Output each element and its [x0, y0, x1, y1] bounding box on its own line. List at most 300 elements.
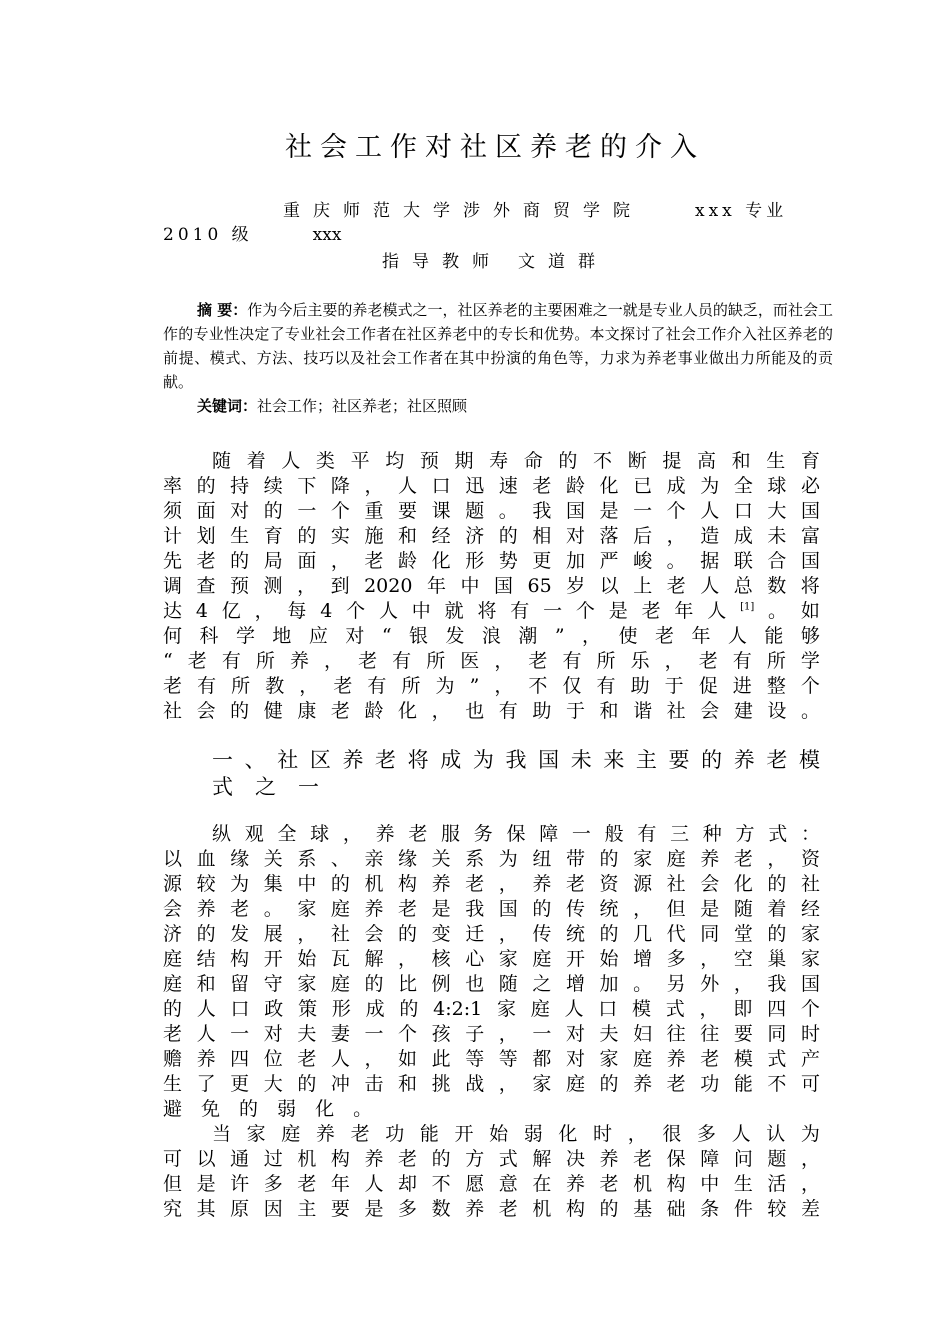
text-glyph: 赡	[163, 1048, 183, 1070]
text-glyph: 可	[163, 1148, 183, 1170]
text-glyph: ，	[627, 1123, 647, 1145]
text-glyph: 老	[599, 1173, 619, 1195]
heading-glyph: 模	[798, 748, 820, 772]
text-glyph: 模	[733, 1048, 753, 1070]
text-glyph: 往	[700, 1023, 720, 1045]
text-glyph: 统	[565, 923, 585, 945]
text-glyph: 口	[230, 998, 250, 1020]
text-glyph: 类	[315, 450, 335, 472]
text-glyph: 时	[800, 1023, 820, 1045]
text-glyph: 人	[731, 1123, 751, 1145]
text-glyph: 三	[670, 823, 690, 845]
text-glyph: 的	[431, 1148, 451, 1170]
text-glyph: 育	[263, 525, 283, 547]
text-glyph: 机	[364, 873, 384, 895]
text-glyph: 意	[498, 1173, 518, 1195]
text-glyph: 成	[733, 525, 753, 547]
keywords-text: 社会工作；社区养老；社区照顾	[257, 397, 468, 415]
text-line	[163, 997, 820, 1022]
text-line	[163, 499, 820, 524]
text-glyph: 老	[297, 1048, 317, 1070]
text-glyph: 济	[465, 525, 485, 547]
text-line	[163, 574, 820, 599]
text-glyph: 不	[593, 450, 613, 472]
text-glyph: 国	[800, 550, 820, 572]
text-glyph: 是	[364, 1198, 384, 1220]
text-glyph: ，	[494, 650, 514, 672]
text-glyph: 保	[506, 823, 526, 845]
text-glyph: 重	[364, 500, 384, 522]
text-glyph: ，	[700, 948, 720, 970]
text-glyph: 浪	[481, 625, 501, 647]
text-glyph: 庭	[163, 973, 183, 995]
text-glyph: 老	[364, 550, 384, 572]
text-glyph: 等	[498, 1048, 518, 1070]
text-glyph: 更	[532, 550, 552, 572]
text-glyph: 进	[732, 675, 752, 697]
text-glyph: 有	[510, 600, 530, 622]
text-glyph: 家	[297, 898, 317, 920]
text-glyph: 但	[666, 898, 686, 920]
text-glyph: 保	[666, 1148, 686, 1170]
text-glyph: 应	[308, 625, 328, 647]
text-glyph: 对	[230, 500, 250, 522]
text-glyph: 已	[633, 475, 653, 497]
text-glyph: 庭	[530, 998, 550, 1020]
text-glyph: 一	[297, 500, 317, 522]
text-glyph: 障	[539, 823, 559, 845]
text-glyph: 社	[163, 700, 183, 722]
text-glyph: 为	[700, 475, 720, 497]
text-glyph: 会	[364, 923, 384, 945]
text-glyph: 人	[281, 450, 301, 472]
text-line	[212, 1122, 820, 1147]
text-glyph: 富	[800, 525, 820, 547]
text-glyph: 以	[163, 848, 183, 870]
text-glyph: 血	[196, 848, 216, 870]
text-glyph: 资	[599, 873, 619, 895]
text-glyph: 守	[263, 973, 283, 995]
text-glyph: 随	[212, 450, 232, 472]
text-glyph: 老	[398, 1148, 418, 1170]
text-line	[163, 897, 820, 922]
text-glyph: 另	[666, 973, 686, 995]
text-glyph: 老	[700, 1048, 720, 1070]
text-glyph: 我	[465, 898, 485, 920]
text-glyph: 要	[398, 500, 418, 522]
text-glyph: 人	[364, 1173, 384, 1195]
text-glyph: 老	[633, 1148, 653, 1170]
text-glyph: 。	[263, 898, 283, 920]
text-line	[163, 1072, 820, 1097]
text-line	[163, 699, 820, 724]
text-glyph: 老	[297, 1173, 317, 1195]
text-glyph: 加	[565, 550, 585, 572]
text-glyph: 科	[199, 625, 219, 647]
text-glyph: 纵	[212, 823, 232, 845]
text-glyph: 合	[767, 550, 787, 572]
text-glyph: 人	[564, 998, 584, 1020]
text-glyph: 口	[733, 500, 753, 522]
text-glyph: 发	[445, 625, 465, 647]
text-glyph: 的	[163, 998, 183, 1020]
text-glyph: 的	[767, 873, 787, 895]
text-glyph: 社	[800, 873, 820, 895]
text-glyph: 个	[666, 500, 686, 522]
text-glyph: 主	[297, 1198, 317, 1220]
text-glyph: 岁	[566, 575, 586, 597]
text-glyph: 何	[163, 625, 183, 647]
text-glyph: 有	[562, 650, 582, 672]
text-glyph: 数	[431, 1198, 451, 1220]
text-glyph: 的	[498, 525, 518, 547]
text-glyph: 过	[263, 1148, 283, 1170]
text-glyph: 般	[604, 823, 624, 845]
text-glyph: 不	[767, 1073, 787, 1095]
text-glyph: ，	[582, 625, 602, 647]
text-glyph: 查	[196, 575, 216, 597]
text-glyph: 平	[350, 450, 370, 472]
text-glyph: 构	[666, 1173, 686, 1195]
text-glyph: 开	[454, 1123, 474, 1145]
text-glyph: 的	[599, 848, 619, 870]
text-glyph: 医	[460, 650, 480, 672]
text-glyph: 几	[633, 923, 653, 945]
text-glyph: 济	[163, 923, 183, 945]
text-glyph: 续	[263, 475, 283, 497]
text-glyph: 于	[664, 675, 684, 697]
text-glyph: ，	[733, 973, 753, 995]
heading-line	[212, 774, 820, 801]
text-glyph: 和	[599, 700, 619, 722]
text-glyph: 式	[768, 823, 788, 845]
text-glyph: 亿	[221, 600, 241, 622]
text-glyph: 战	[465, 1073, 485, 1095]
text-glyph: 局	[263, 550, 283, 572]
text-glyph: 能	[733, 1073, 753, 1095]
text-glyph: 形	[331, 998, 351, 1020]
text-glyph: 所	[426, 650, 446, 672]
heading-glyph: 一	[212, 748, 233, 772]
text-glyph: 个	[330, 500, 350, 522]
text-glyph: 社	[666, 700, 686, 722]
text-glyph: 和	[398, 1073, 418, 1095]
text-glyph: 当	[212, 1123, 232, 1145]
text-glyph: 机	[297, 1148, 317, 1170]
text-glyph: 例	[431, 973, 451, 995]
text-glyph: 势	[498, 550, 518, 572]
text-glyph: ：	[800, 823, 820, 845]
text-glyph: 基	[633, 1198, 653, 1220]
text-glyph: 年	[330, 1173, 350, 1195]
text-glyph: 够	[800, 625, 820, 647]
heading-glyph: 的	[701, 748, 723, 772]
heading-glyph: 成	[440, 748, 462, 772]
text-glyph: 比	[398, 973, 418, 995]
text-glyph: 使	[618, 625, 638, 647]
text-glyph: 于	[565, 700, 585, 722]
heading-glyph: 社	[277, 748, 299, 772]
text-glyph: 施	[364, 525, 384, 547]
text-glyph: 每	[287, 600, 307, 622]
text-glyph: ，	[364, 1048, 384, 1070]
text-glyph: 年	[691, 625, 711, 647]
text-glyph: 养	[315, 1123, 335, 1145]
text-glyph: 随	[498, 973, 518, 995]
text-glyph: 但	[163, 1173, 183, 1195]
text-glyph: 65	[527, 575, 552, 597]
text-glyph: 口	[431, 475, 451, 497]
text-glyph: 健	[263, 700, 283, 722]
text-glyph: 大	[263, 1073, 283, 1095]
text-glyph: 如	[398, 1048, 418, 1070]
text-glyph: 老	[528, 650, 548, 672]
text-glyph: 中	[297, 873, 317, 895]
text-glyph: 龄	[398, 550, 418, 572]
text-glyph: 的	[599, 1198, 619, 1220]
text-glyph: 的	[767, 923, 787, 945]
text-glyph: 国	[493, 575, 513, 597]
text-glyph: 决	[565, 1148, 585, 1170]
text-glyph: 随	[733, 898, 753, 920]
section-heading	[212, 747, 820, 801]
text-glyph: 人	[196, 998, 216, 1020]
text-glyph: 老	[532, 475, 552, 497]
text-glyph: 老	[358, 650, 378, 672]
text-glyph: 对	[565, 525, 585, 547]
text-glyph: 系	[465, 848, 485, 870]
text-glyph: ，	[498, 923, 518, 945]
text-glyph: 经	[431, 525, 451, 547]
text-glyph: 人	[727, 625, 747, 647]
text-glyph: 教	[265, 675, 285, 697]
text-glyph: 先	[163, 550, 183, 572]
text-glyph: 乐	[630, 650, 650, 672]
text-glyph: 家	[800, 948, 820, 970]
text-glyph: 题	[465, 500, 485, 522]
text-glyph: 题	[767, 1148, 787, 1170]
text-glyph: 设	[767, 700, 787, 722]
text-glyph: 多	[398, 1198, 418, 1220]
text-glyph: 等	[465, 1048, 485, 1070]
text-glyph: 、	[330, 848, 350, 870]
text-glyph: 老	[654, 625, 674, 647]
text-glyph: 和	[196, 973, 216, 995]
text-glyph: 成	[365, 998, 385, 1020]
text-glyph: 式	[767, 1048, 787, 1070]
text-glyph: 相	[532, 525, 552, 547]
text-glyph: 外	[700, 973, 720, 995]
text-glyph: 件	[733, 1198, 753, 1220]
text-glyph: 。	[666, 550, 686, 572]
text-glyph: ，	[498, 1073, 518, 1095]
heading-glyph: 要	[668, 748, 690, 772]
text-glyph: 。	[633, 973, 653, 995]
text-line	[163, 674, 820, 699]
text-glyph: 究	[163, 1198, 183, 1220]
text-glyph: 社	[666, 873, 686, 895]
text-glyph: 降	[330, 475, 350, 497]
text-glyph: 寿	[489, 450, 509, 472]
text-glyph: 国	[565, 500, 585, 522]
text-glyph: 老	[333, 675, 353, 697]
text-glyph: 要	[330, 1198, 350, 1220]
text-glyph: 持	[230, 475, 250, 497]
text-glyph: 能	[764, 625, 784, 647]
text-glyph: 资	[800, 848, 820, 870]
text-glyph: 同	[700, 923, 720, 945]
text-line	[163, 1172, 820, 1197]
text-glyph: 源	[163, 873, 183, 895]
text-glyph: 养	[465, 1198, 485, 1220]
text-glyph: 建	[733, 700, 753, 722]
text-glyph: 的	[230, 550, 250, 572]
text-glyph: 瓦	[330, 948, 350, 970]
text-glyph: 4:2:1	[433, 998, 483, 1020]
text-glyph: 人	[398, 475, 418, 497]
text-line	[212, 822, 820, 847]
text-glyph: 会	[700, 700, 720, 722]
text-glyph: 断	[627, 450, 647, 472]
text-glyph: 国	[800, 973, 820, 995]
text-glyph: 老	[350, 1123, 370, 1145]
text-glyph: ，	[364, 475, 384, 497]
text-glyph: 家	[532, 1073, 552, 1095]
text-glyph: 2020	[364, 575, 413, 597]
text-glyph: 为	[230, 873, 250, 895]
text-glyph: 有	[221, 650, 241, 672]
text-glyph: 多	[666, 948, 686, 970]
text-glyph: 生	[766, 450, 786, 472]
text-glyph: ，	[767, 848, 787, 870]
text-glyph: 老	[163, 675, 183, 697]
heading-glyph: 老	[766, 748, 788, 772]
text-glyph: 老	[398, 898, 418, 920]
text-glyph: 球	[767, 475, 787, 497]
text-glyph: ，	[666, 525, 686, 547]
text-glyph: 。	[768, 600, 788, 622]
text-glyph: 个	[398, 1023, 418, 1045]
text-glyph: 须	[163, 500, 183, 522]
text-glyph: ，	[324, 650, 344, 672]
text-glyph: 养	[565, 1173, 585, 1195]
text-glyph: 原	[230, 1198, 250, 1220]
text-glyph: 空	[733, 948, 753, 970]
text-glyph: 个	[346, 600, 366, 622]
text-glyph: 据	[700, 550, 720, 572]
text-glyph: ，	[498, 873, 518, 895]
text-glyph: 此	[431, 1048, 451, 1070]
heading-glyph: 养	[733, 748, 755, 772]
text-glyph: 社	[330, 923, 350, 945]
text-glyph: 老	[465, 873, 485, 895]
text-glyph: 冲	[330, 1073, 350, 1095]
text-glyph: 是	[599, 500, 619, 522]
text-glyph: ，	[299, 675, 319, 697]
text-glyph: 谐	[633, 700, 653, 722]
text-glyph: 老	[698, 650, 718, 672]
text-glyph: 的	[196, 923, 216, 945]
text-glyph: 。	[353, 1098, 373, 1120]
text-glyph: 总	[733, 575, 753, 597]
text-glyph: 所	[766, 650, 786, 672]
text-line	[163, 847, 820, 872]
text-glyph: 的	[230, 700, 250, 722]
text-glyph: ，	[498, 1023, 518, 1045]
text-glyph: 联	[733, 550, 753, 572]
text-glyph: 机	[532, 1198, 552, 1220]
text-glyph: 传	[532, 923, 552, 945]
text-line	[163, 1022, 820, 1047]
text-glyph: 一	[633, 500, 653, 522]
text-glyph: 变	[431, 923, 451, 945]
text-glyph: ，	[664, 650, 684, 672]
text-glyph: 和	[731, 450, 751, 472]
text-glyph: 养	[196, 898, 216, 920]
text-glyph: 有	[637, 823, 657, 845]
text-glyph: 我	[767, 973, 787, 995]
text-glyph: 提	[662, 450, 682, 472]
text-glyph: 家	[633, 848, 653, 870]
text-glyph: 将	[800, 575, 820, 597]
text-glyph: 家	[297, 973, 317, 995]
text-glyph: 方	[735, 823, 755, 845]
text-glyph: 较	[196, 873, 216, 895]
text-glyph: 中	[460, 575, 480, 597]
text-glyph: 多	[263, 1173, 283, 1195]
school-name: 重庆师范大学涉外商贸学院	[283, 201, 643, 221]
text-glyph: 方	[465, 1148, 485, 1170]
text-line	[163, 599, 820, 624]
text-glyph: 对	[263, 1023, 283, 1045]
text-glyph: 老	[230, 898, 250, 920]
text-glyph: 庭	[532, 948, 552, 970]
text-glyph: 龄	[364, 700, 384, 722]
text-glyph: 学	[800, 650, 820, 672]
text-glyph: 传	[565, 898, 585, 920]
text-glyph: 化	[315, 1098, 335, 1120]
heading-glyph: 式	[212, 775, 233, 799]
text-line	[163, 1197, 820, 1222]
text-glyph: 促	[698, 675, 718, 697]
text-glyph: 孩	[431, 1023, 451, 1045]
heading-glyph: 老	[375, 748, 397, 772]
text-glyph: ，	[800, 1173, 820, 1195]
text-glyph: 观	[244, 823, 264, 845]
text-glyph: 心	[465, 948, 485, 970]
grade: 2010 级	[163, 225, 253, 245]
text-glyph: 潮	[518, 625, 538, 647]
text-glyph: 庭	[633, 1048, 653, 1070]
heading-glyph: 之	[255, 775, 276, 799]
text-glyph: ，	[633, 898, 653, 920]
text-glyph: 家	[496, 998, 516, 1020]
text-glyph: 育	[800, 450, 820, 472]
text-glyph: 峻	[633, 550, 653, 572]
text-glyph: 养	[599, 1148, 619, 1170]
text-line	[163, 1097, 820, 1122]
text-glyph: 老	[666, 1073, 686, 1095]
text-glyph: 庭	[666, 848, 686, 870]
text-glyph: 不	[528, 675, 548, 697]
text-glyph: 仅	[562, 675, 582, 697]
text-glyph: 的	[558, 450, 578, 472]
text-glyph: 以	[196, 1148, 216, 1170]
text-glyph: 却	[398, 1173, 418, 1195]
text-glyph: 化	[558, 1123, 578, 1145]
author-byline	[163, 199, 819, 247]
text-glyph: 化	[431, 550, 451, 572]
